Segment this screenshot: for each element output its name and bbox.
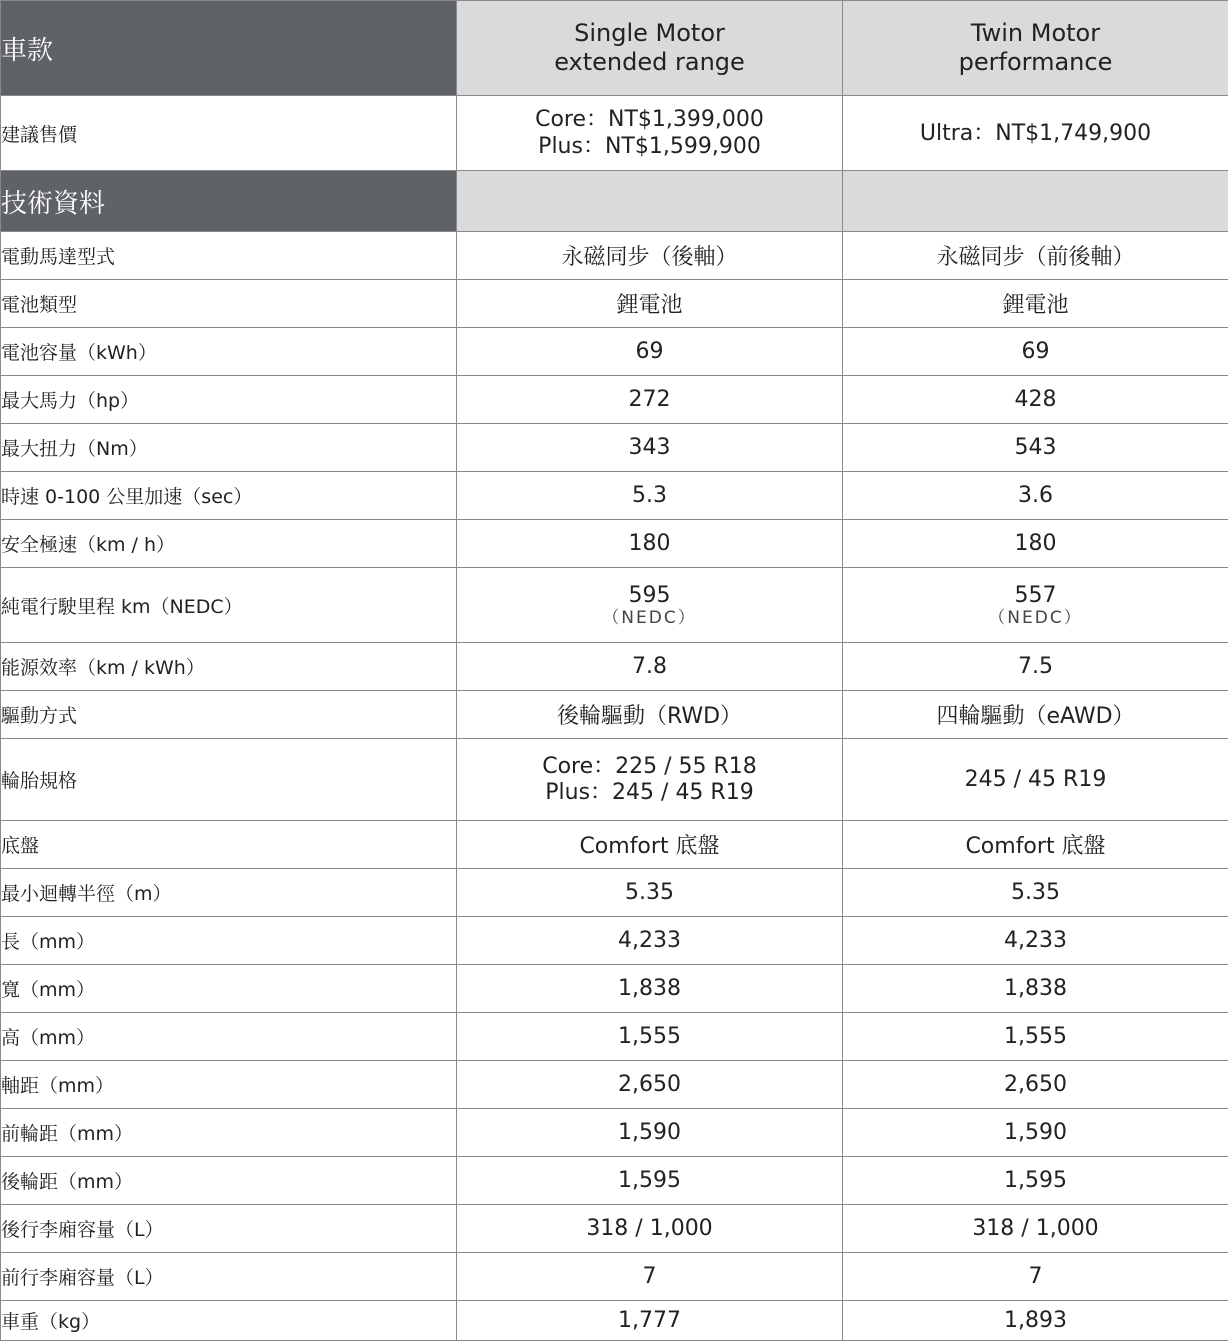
spec-value-text: 4,233 (457, 928, 842, 953)
spec-value-text: 245 / 45 R19 (843, 767, 1228, 792)
spec-row (1, 965, 1228, 1013)
spec-value-text: 3.6 (843, 483, 1228, 508)
spec-rows (1, 232, 1228, 1341)
spec-value-line: Core：225 / 55 R18 (457, 754, 842, 780)
spec-value-text: 180 (457, 531, 842, 556)
spec-value-single-motor (457, 965, 843, 1013)
spec-row (1, 280, 1228, 328)
spec-value-single-motor (457, 568, 843, 643)
spec-value-twin-motor (843, 739, 1228, 821)
spec-label: 安全極速（km / h） (1, 520, 457, 568)
spec-value-single-motor (457, 280, 843, 328)
spec-value-text: 69 (843, 339, 1228, 364)
price-ultra: Ultra：NT$1,749,900 (843, 120, 1228, 147)
spec-label: 後輪距（mm） (1, 1157, 457, 1205)
spec-value-text: Comfort 底盤 (843, 829, 1228, 860)
spec-value-twin-motor (843, 472, 1228, 520)
spec-value-single-motor (457, 869, 843, 917)
spec-value-text: 1,777 (457, 1308, 842, 1333)
spec-value-subtext: （NEDC） (457, 608, 842, 628)
spec-row (1, 917, 1228, 965)
spec-value-text: 557 (843, 583, 1228, 608)
spec-row (1, 1109, 1228, 1157)
spec-label: 長（mm） (1, 917, 457, 965)
spec-value-twin-motor (843, 1157, 1228, 1205)
spec-row (1, 691, 1228, 739)
spec-value-text: 永磁同步（後軸） (457, 240, 842, 271)
model-twin-motor-line1: Twin Motor (843, 19, 1228, 48)
spec-value-single-motor (457, 739, 843, 821)
spec-value-text: 1,590 (457, 1120, 842, 1145)
spec-value-text: 5.35 (457, 880, 842, 905)
spec-value-twin-motor (843, 424, 1228, 472)
spec-value-twin-motor (843, 1109, 1228, 1157)
spec-value-text: 1,838 (457, 976, 842, 1001)
spec-row (1, 1301, 1228, 1341)
spec-row (1, 643, 1228, 691)
spec-value-twin-motor (843, 869, 1228, 917)
spec-label: 輪胎規格 (1, 739, 457, 821)
spec-value-text: 318 / 1,000 (457, 1216, 842, 1241)
tech-section-row (1, 171, 1228, 232)
spec-value-text: 後輪驅動（RWD） (457, 699, 842, 730)
spec-value-text: 343 (457, 435, 842, 460)
spec-value-twin-motor (843, 691, 1228, 739)
spec-value-twin-motor (843, 1205, 1228, 1253)
spec-label: 最大馬力（hp） (1, 376, 457, 424)
spec-value-single-motor (457, 1157, 843, 1205)
spec-label: 電池容量（kWh） (1, 328, 457, 376)
spec-value-twin-motor (843, 1253, 1228, 1301)
spec-value-text: 595 (457, 583, 842, 608)
spec-value-twin-motor (843, 376, 1228, 424)
spec-value-text: 5.35 (843, 880, 1228, 905)
spec-value-text: 7.5 (843, 654, 1228, 679)
spec-value-single-motor (457, 1301, 843, 1341)
spec-value-text: 5.3 (457, 483, 842, 508)
spec-value-twin-motor (843, 1013, 1228, 1061)
spec-value-text: 2,650 (457, 1072, 842, 1097)
spec-value-text: 7 (843, 1264, 1228, 1289)
spec-label: 軸距（mm） (1, 1061, 457, 1109)
price-twin-motor (843, 96, 1228, 171)
spec-value-twin-motor (843, 232, 1228, 280)
spec-value-text: 1,595 (843, 1168, 1228, 1193)
tech-section-blank-1 (457, 171, 843, 232)
model-single-motor (457, 1, 843, 96)
spec-value-text: 鋰電池 (457, 288, 842, 319)
spec-value-twin-motor (843, 965, 1228, 1013)
spec-row (1, 1061, 1228, 1109)
spec-value-single-motor (457, 520, 843, 568)
tech-section-blank-2 (843, 171, 1228, 232)
spec-value-text: 四輪驅動（eAWD） (843, 699, 1228, 730)
spec-value-single-motor (457, 691, 843, 739)
spec-value-text: 69 (457, 339, 842, 364)
spec-label: 寬（mm） (1, 965, 457, 1013)
spec-value-text: 543 (843, 435, 1228, 460)
spec-label: 電動馬達型式 (1, 232, 457, 280)
spec-row (1, 1205, 1228, 1253)
spec-row (1, 520, 1228, 568)
spec-value-text: 鋰電池 (843, 288, 1228, 319)
spec-value-subtext: （NEDC） (843, 608, 1228, 628)
spec-row (1, 568, 1228, 643)
spec-value-single-motor (457, 643, 843, 691)
spec-value-text: 7 (457, 1264, 842, 1289)
model-twin-motor (843, 1, 1228, 96)
spec-label: 能源效率（km / kWh） (1, 643, 457, 691)
spec-value-text: 318 / 1,000 (843, 1216, 1228, 1241)
spec-value-twin-motor (843, 917, 1228, 965)
tech-section-label: 技術資料 (1, 171, 457, 232)
spec-value-twin-motor (843, 328, 1228, 376)
spec-label: 後行李廂容量（L） (1, 1205, 457, 1253)
spec-label: 時速 0-100 公里加速（sec） (1, 472, 457, 520)
price-label: 建議售價 (1, 96, 457, 171)
spec-value-twin-motor (843, 821, 1228, 869)
spec-label: 前行李廂容量（L） (1, 1253, 457, 1301)
spec-value-twin-motor (843, 1061, 1228, 1109)
spec-value-single-motor (457, 1253, 843, 1301)
spec-value-text: 4,233 (843, 928, 1228, 953)
spec-value-text: 1,595 (457, 1168, 842, 1193)
spec-value-text: 428 (843, 387, 1228, 412)
spec-value-text: 1,838 (843, 976, 1228, 1001)
spec-label: 底盤 (1, 821, 457, 869)
spec-value-twin-motor (843, 280, 1228, 328)
spec-value-single-motor (457, 472, 843, 520)
spec-value-text: 1,590 (843, 1120, 1228, 1145)
spec-value-single-motor (457, 821, 843, 869)
price-plus: Plus：NT$1,599,900 (457, 133, 842, 160)
spec-value-text: 180 (843, 531, 1228, 556)
spec-label: 電池類型 (1, 280, 457, 328)
spec-row (1, 1253, 1228, 1301)
spec-value-text: 1,555 (457, 1024, 842, 1049)
spec-value-single-motor (457, 1061, 843, 1109)
spec-row (1, 328, 1228, 376)
spec-value-twin-motor (843, 643, 1228, 691)
spec-value-single-motor (457, 917, 843, 965)
spec-label: 前輪距（mm） (1, 1109, 457, 1157)
model-twin-motor-line2: performance (843, 48, 1228, 77)
spec-label: 純電行駛里程 km（NEDC） (1, 568, 457, 643)
spec-label: 最小迴轉半徑（m） (1, 869, 457, 917)
spec-label: 高（mm） (1, 1013, 457, 1061)
spec-value-text: 永磁同步（前後軸） (843, 240, 1228, 271)
spec-row (1, 232, 1228, 280)
spec-label: 驅動方式 (1, 691, 457, 739)
spec-row (1, 1157, 1228, 1205)
spec-row (1, 869, 1228, 917)
spec-value-single-motor (457, 1109, 843, 1157)
spec-row (1, 376, 1228, 424)
price-core: Core：NT$1,399,000 (457, 106, 842, 133)
model-header-row (1, 1, 1228, 96)
spec-row (1, 424, 1228, 472)
spec-value-text: 272 (457, 387, 842, 412)
spec-label: 最大扭力（Nm） (1, 424, 457, 472)
price-row (1, 96, 1228, 171)
spec-value-twin-motor (843, 568, 1228, 643)
spec-value-single-motor (457, 1013, 843, 1061)
spec-row (1, 739, 1228, 821)
model-single-motor-line2: extended range (457, 48, 842, 77)
spec-value-single-motor (457, 1205, 843, 1253)
spec-value-single-motor (457, 232, 843, 280)
spec-value-text: 7.8 (457, 654, 842, 679)
price-single-motor (457, 96, 843, 171)
spec-value-text: 2,650 (843, 1072, 1228, 1097)
spec-row (1, 1013, 1228, 1061)
spec-label: 車重（kg） (1, 1301, 457, 1341)
spec-value-single-motor (457, 424, 843, 472)
spec-value-text: 1,893 (843, 1308, 1228, 1333)
model-single-motor-line1: Single Motor (457, 19, 842, 48)
spec-row (1, 472, 1228, 520)
spec-value-twin-motor (843, 1301, 1228, 1341)
spec-value-text: 1,555 (843, 1024, 1228, 1049)
spec-value-twin-motor (843, 520, 1228, 568)
spec-value-single-motor (457, 328, 843, 376)
spec-value-text: Comfort 底盤 (457, 829, 842, 860)
spec-value-single-motor (457, 376, 843, 424)
model-header-label: 車款 (1, 1, 457, 96)
spec-value-line: Plus：245 / 45 R19 (457, 780, 842, 806)
spec-row (1, 821, 1228, 869)
